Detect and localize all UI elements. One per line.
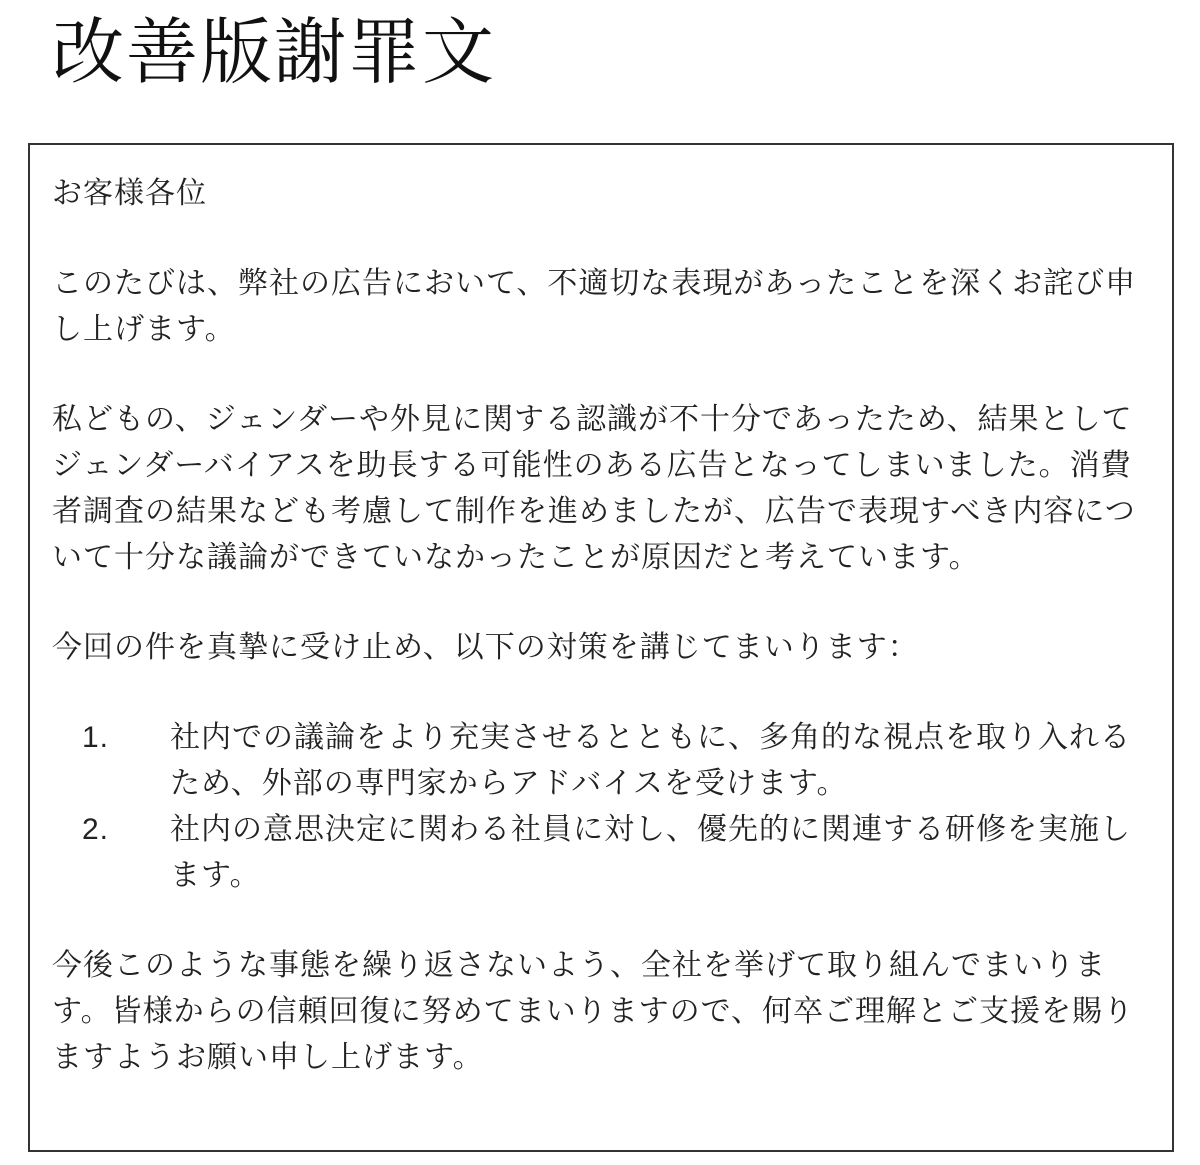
paragraph-apology: このたびは、弊社の広告において、不適切な表現があったことを深くお詫び申し上げます。: [52, 266, 1137, 347]
measure-text: 社内での議論をより充実させるとともに、多角的な視点を取り入れるため、外部の専門家からアドバイスを受けます。: [170, 720, 1131, 801]
apology-letter-box: [28, 143, 1174, 1152]
measures-list: [52, 715, 1150, 899]
measure-item-2: [52, 807, 1150, 899]
paragraph-gap: [52, 217, 1150, 261]
paragraph-gap: [52, 581, 1150, 625]
measure-number: 2.: [82, 813, 110, 846]
salutation: お客様各位: [52, 176, 207, 211]
paragraph-gap: [52, 899, 1150, 943]
measure-text: 社内の意思決定に関わる社員に対し、優先的に関連する研修を実施します。: [170, 812, 1131, 893]
paragraph-measures-intro: 今回の件を真摯に受け止め、以下の対策を講じてまいります：: [52, 630, 919, 665]
page-title: 改善版謝罪文: [52, 10, 497, 94]
paragraph-cause: 私どもの、ジェンダーや外見に関する認識が不十分であったため、結果としてジェンダーバイアスを助長する可能性のある広告となってしまいました。消費者調査の結果なども考慮して制作を進めましたが、広告で表現すべき内容について十分な議論ができていなかったことが原因だと考えています。: [52, 402, 1136, 575]
measure-number: 1.: [82, 721, 110, 754]
measure-item-1: [52, 715, 1150, 807]
paragraph-gap: [52, 671, 1150, 715]
paragraph-closing: 今後このような事態を繰り返さないよう、全社を挙げて取り組んでまいります。皆様からの信頼回復に努めてまいりますので、何卒ご理解とご支援を賜りますようお願い申し上げます。: [52, 948, 1134, 1075]
paragraph-gap: [52, 353, 1150, 397]
